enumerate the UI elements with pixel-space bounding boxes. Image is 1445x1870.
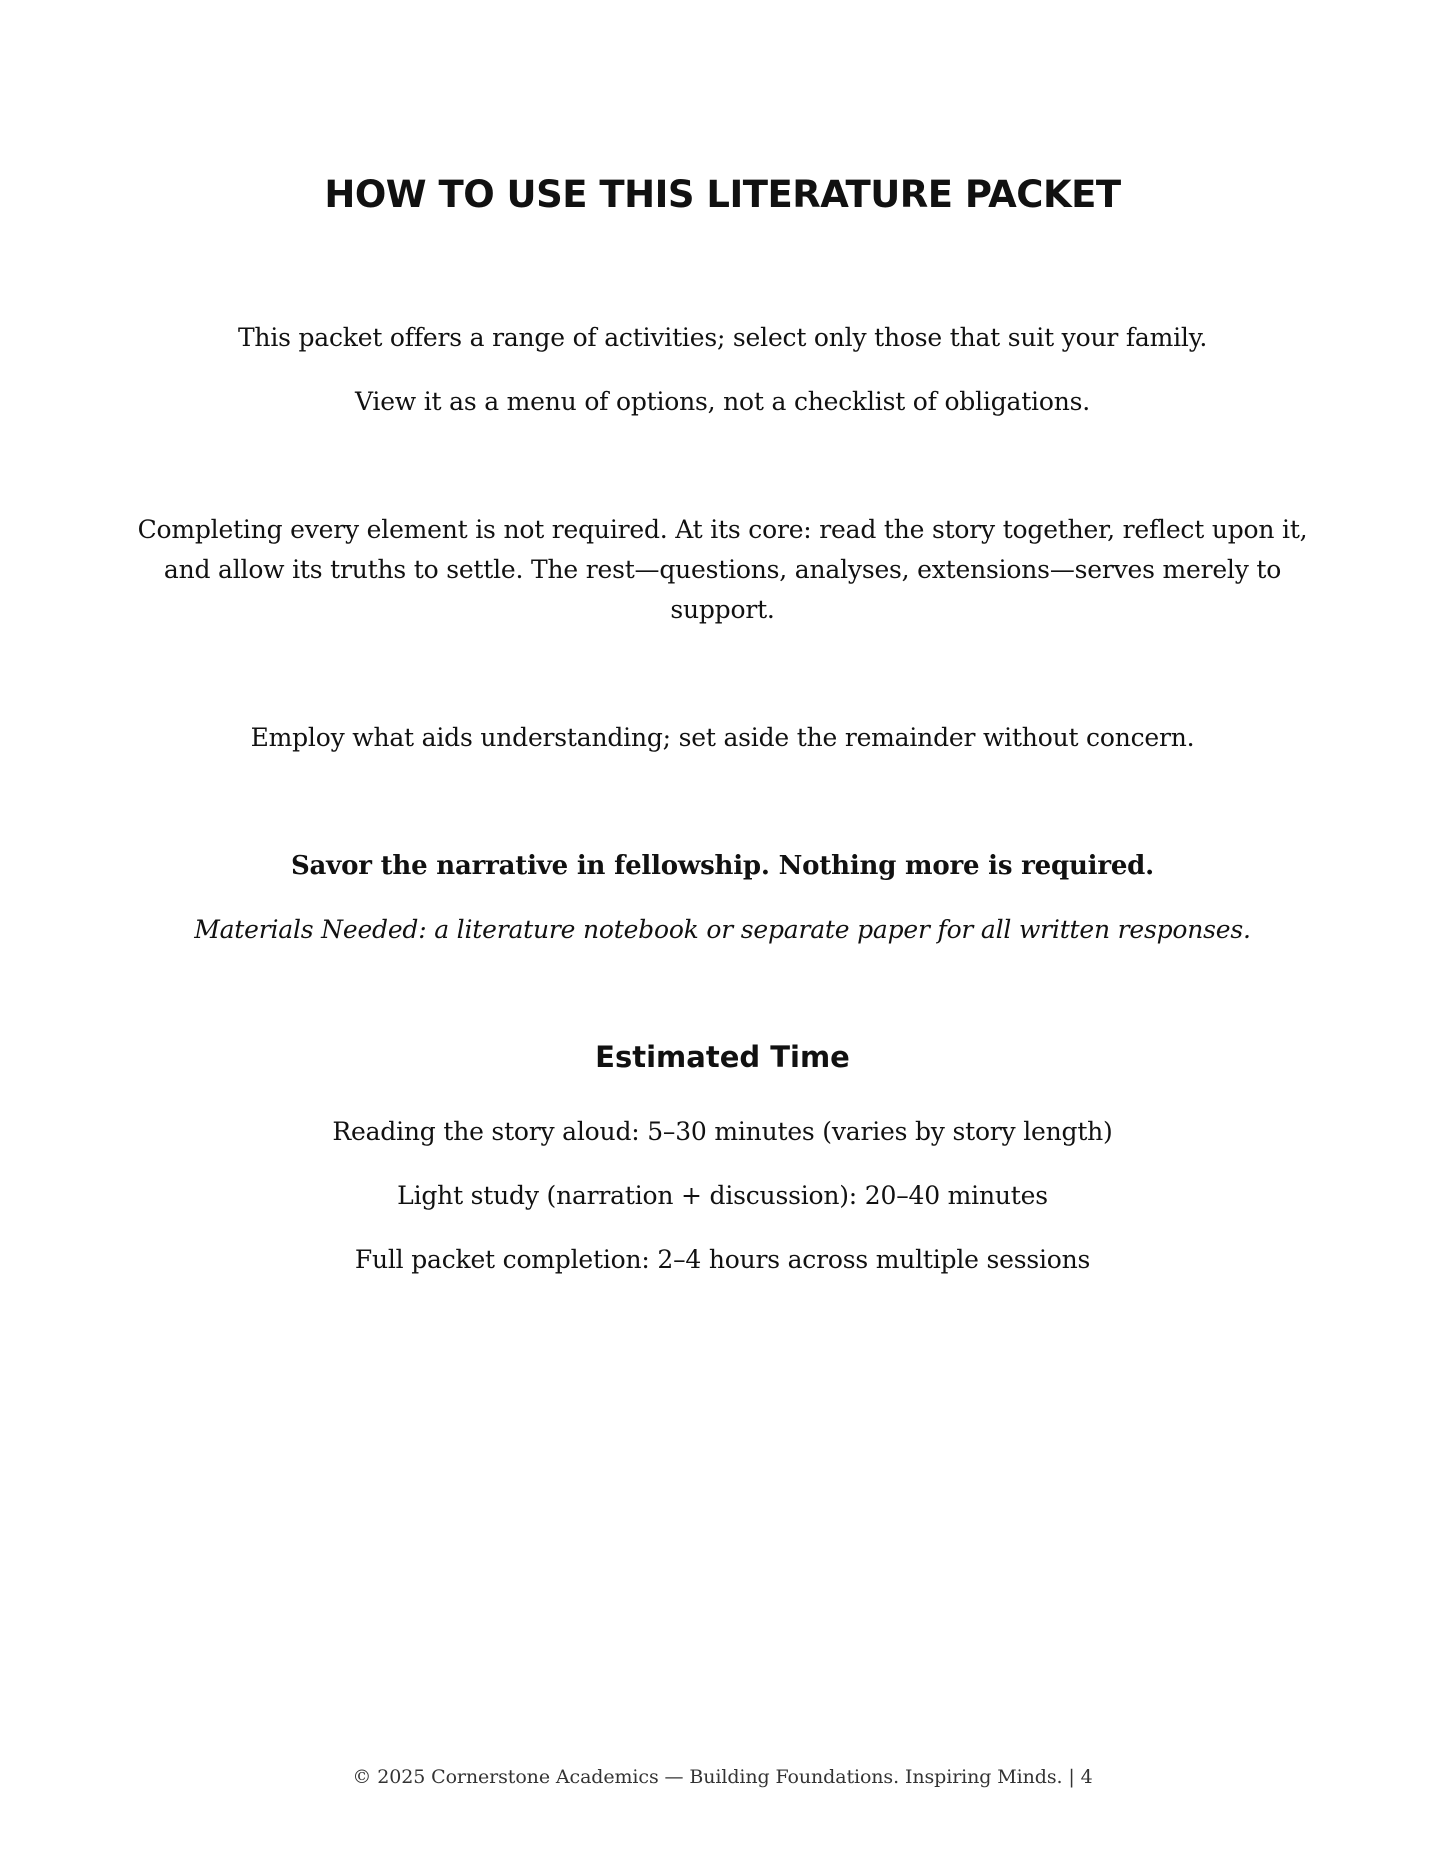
intro-paragraph: This packet offers a range of activities; select only those that suit your family. [237,323,1208,352]
emphasis-statement: Savor the narrative in fellowship. Nothing more is required. [290,851,1155,881]
time-item: Full packet completion: 2–4 hours across multiple sessions [354,1245,1091,1274]
page-footer: © 2025 Cornerstone Academics — Building Foundations. Inspiring Minds. | 4 [352,1766,1093,1788]
menu-paragraph: View it as a menu of options, not a checklist of obligations. [355,387,1090,416]
employ-paragraph: Employ what aids understanding; set aside the remainder without concern. [250,723,1195,752]
core-paragraph: Completing every element is not required. At its core: read the story together, reflect upon it, and allow its truths to settle. The rest—questions, analyses, extensions—serves merely to support. [137,515,1308,624]
time-item: Light study (narration + discussion): 20–40 minutes [397,1181,1048,1210]
page-title: HOW TO USE THIS LITERATURE PACKET [324,173,1121,216]
estimated-time-heading: Estimated Time [595,1040,850,1074]
time-item: Reading the story aloud: 5–30 minutes (varies by story length) [332,1117,1113,1146]
materials-needed: Materials Needed: a literature notebook or separate paper for all written responses. [194,915,1251,944]
